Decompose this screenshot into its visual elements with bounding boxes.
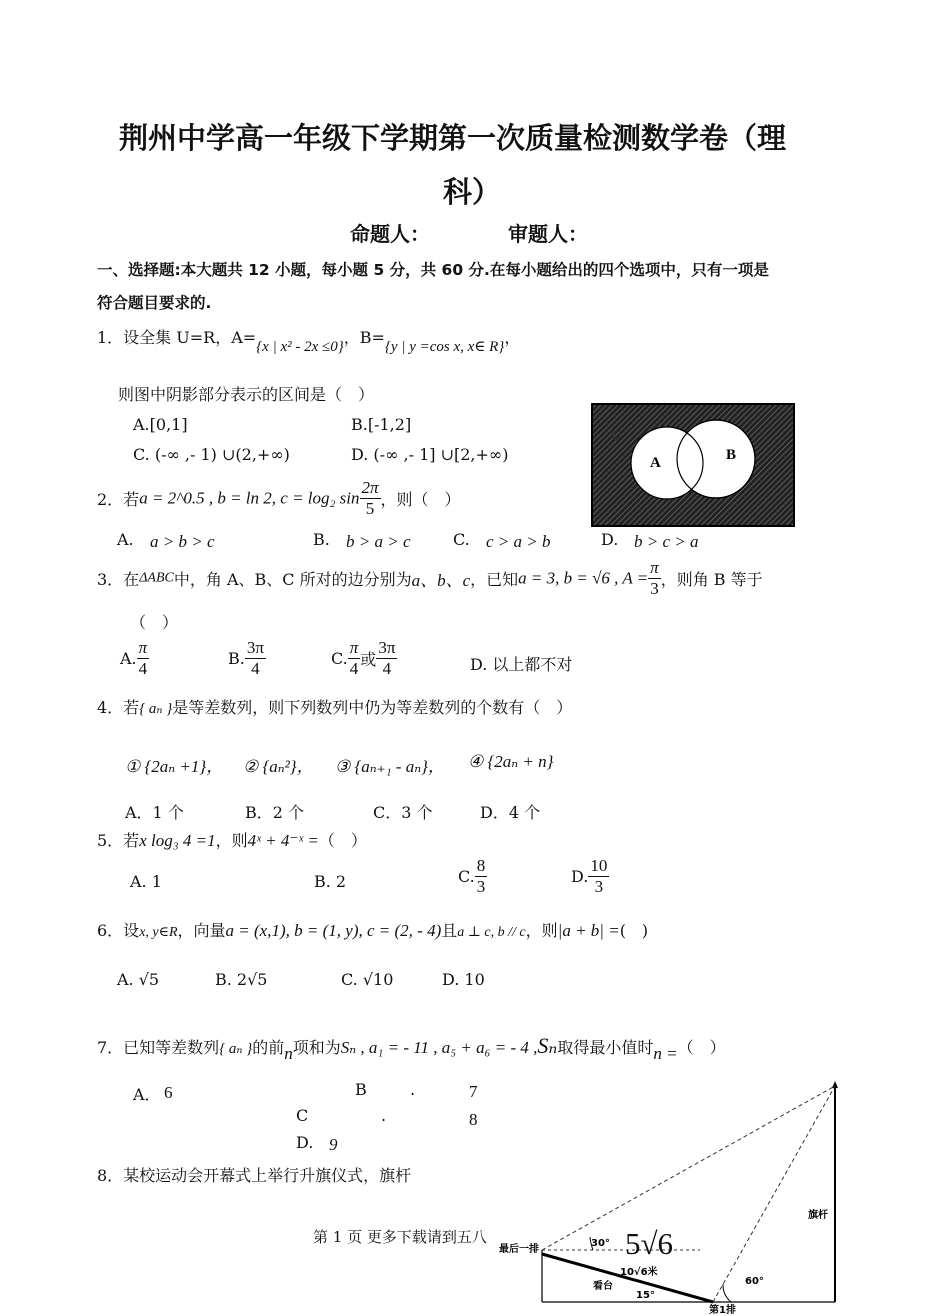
q1-set-b: {y | y =cos x, x∈ R} bbox=[384, 339, 505, 355]
q2-option-a: a > b > c bbox=[150, 532, 215, 551]
label-angle-60: 60° bbox=[745, 1276, 764, 1287]
venn-label-b: B bbox=[726, 447, 737, 463]
q3-option-d: D. 以上都不对 bbox=[470, 655, 573, 674]
q5-option-a: A. 1 bbox=[130, 872, 162, 891]
section-heading-line1: 一、选择题:本大题共 12 小题，每小题 5 分，共 60 分.在每小题给出的四个选项中，只有一项是 bbox=[97, 261, 769, 279]
page-title-line2: 科） bbox=[443, 175, 502, 209]
question-6: 6．设x, y∈R，向量a = (x,1), b = (1, y), c = (2, - 4)且a ⊥ c, b // c，则|a + b| =( ) bbox=[97, 921, 649, 940]
label-pole: 旗杆 bbox=[808, 1210, 828, 1221]
q7-dot-c: . bbox=[381, 1106, 387, 1125]
q7-option-d-label: D. bbox=[296, 1133, 314, 1152]
q5-option-c: C. $\frac{8}{3}$ bbox=[458, 856, 486, 896]
q5-option-d: D. $\frac{10}{3}$ bbox=[571, 856, 608, 896]
q2-option-a-label: A. bbox=[117, 530, 134, 549]
q7-option-c-label: C bbox=[296, 1106, 309, 1125]
q4-item-4: ④ {2aₙ + n} bbox=[468, 752, 554, 771]
q1-stem-a: 1．设全集 U=R，A= bbox=[97, 328, 257, 347]
author-label: 命题人： bbox=[350, 222, 430, 246]
q2-option-c-label: C. bbox=[453, 530, 470, 549]
q5-option-b: B. 2 bbox=[314, 872, 347, 891]
q3-paren: （ ） bbox=[130, 613, 179, 632]
question-4: 4．若{ aₙ }是等差数列，则下列数列中仍为等差数列的个数有（ ） bbox=[97, 698, 573, 717]
q2-stem-a: 2．若 bbox=[97, 490, 140, 509]
q1-set-a: {x | x² - 2x ≤0} bbox=[256, 339, 344, 355]
q4-item-2: ② {aₙ²}， bbox=[243, 757, 314, 776]
venn-label-a: A bbox=[650, 455, 661, 471]
q7-option-a-label: A． bbox=[133, 1085, 161, 1104]
label-last-row: 最后一排 bbox=[499, 1244, 539, 1255]
venn-label-u: U bbox=[611, 429, 622, 444]
q3-option-c: C. $\frac{\pi}{4}$ 或 $\frac{3\pi}{4}$ bbox=[331, 638, 396, 678]
reviewer-label: 审题人： bbox=[508, 222, 588, 246]
q1-stem-b: ，B= bbox=[343, 328, 385, 347]
label-first-row: 第1排 bbox=[709, 1305, 736, 1316]
q8-big-label: 5√6 bbox=[625, 1226, 674, 1261]
q2-option-c: c > a > b bbox=[486, 532, 551, 551]
q4-option-d: D．4 个 bbox=[480, 803, 541, 822]
label-stand: 看台 bbox=[593, 1281, 613, 1292]
page-title-line1: 荆州中学高一年级下学期第一次质量检测数学卷（理 bbox=[119, 121, 787, 155]
q6-option-a: A. √5 bbox=[117, 970, 160, 989]
label-angle-15: 15° bbox=[636, 1290, 655, 1301]
q7-option-d: 9 bbox=[329, 1135, 338, 1154]
q2-stem-b: ，则（ ） bbox=[380, 490, 461, 509]
q7-option-b-label: B bbox=[355, 1080, 367, 1099]
question-3: 3．在ΔABC中，角 A、B、C 所对的边分别为a、b、c，已知a = 3, b = √6 , A = $\frac{\pi}{3}$ ，则角 B 等于 bbox=[97, 558, 763, 598]
label-distance: 10√6米 bbox=[620, 1267, 658, 1278]
question-8: 8．某校运动会开幕式上举行升旗仪式，旗杆 bbox=[97, 1166, 412, 1185]
q4-item-1: ① {2aₙ +1}， bbox=[125, 757, 224, 776]
q3-option-a: A. $\frac{\pi}{4}$ bbox=[120, 638, 148, 678]
q1-option-b: B.[-1,2] bbox=[351, 415, 412, 434]
q2-option-b-label: B. bbox=[313, 530, 330, 549]
q1-stem-c: ， bbox=[504, 328, 521, 347]
q2-option-b: b > a > c bbox=[346, 532, 411, 551]
q4-option-b: B．2 个 bbox=[245, 803, 305, 822]
q4-option-c: C．3 个 bbox=[373, 803, 433, 822]
q7-option-c: 8 bbox=[469, 1110, 478, 1129]
q2-option-d: b > c > a bbox=[634, 532, 699, 551]
q2-fraction: $\frac{2\pi}{5}$ bbox=[361, 478, 379, 518]
q2-option-d-label: D. bbox=[601, 530, 619, 549]
venn-circle-a bbox=[631, 427, 703, 499]
question-7: 7．已知等差数列{ aₙ }的前n项和为Sₙ , a₁ = - 11 , a₅ + a₆ = - 4 ,Sₙ取得最小值时n =（ ） bbox=[97, 1033, 726, 1063]
question-5: 5．若x log₃ 4 =1，则4ˣ + 4⁻ˣ =（ ） bbox=[97, 831, 367, 850]
q1-option-a: A.[0,1] bbox=[133, 415, 188, 434]
q1-option-c: C. (-∞ ,- 1) ∪(2,+∞) bbox=[133, 445, 290, 464]
question-2 bbox=[97, 478, 461, 519]
q1-line2: 则图中阴影部分表示的区间是（ ） bbox=[118, 385, 375, 404]
q6-option-b: B. 2√5 bbox=[215, 970, 268, 989]
q1-option-d: D. (-∞ ,- 1] ∪[2,+∞) bbox=[351, 445, 509, 464]
q2-expr: a = 2^0.5 , b = ln 2, c = log₂ sin bbox=[139, 488, 360, 508]
q7-option-a: 6 bbox=[164, 1083, 173, 1102]
page-footer: 第 1 页 更多下载请到五八 bbox=[313, 1228, 487, 1246]
q7-option-b: 7 bbox=[469, 1082, 478, 1101]
q4-option-a: A．1 个 bbox=[125, 803, 184, 822]
q6-option-c: C. √10 bbox=[341, 970, 394, 989]
sightline-last-row bbox=[542, 1086, 835, 1250]
q7-dot-b: . bbox=[410, 1080, 416, 1099]
label-angle-30: 30° bbox=[591, 1238, 610, 1249]
question-1 bbox=[97, 325, 520, 356]
q4-item-3: ③ {aₙ₊₁ - aₙ}， bbox=[335, 757, 445, 776]
sightline-first-row bbox=[713, 1086, 835, 1302]
venn-diagram bbox=[591, 403, 795, 527]
flagpole-figure bbox=[495, 1080, 845, 1316]
q6-option-d: D. 10 bbox=[442, 970, 485, 989]
q3-option-b: B. $\frac{3\pi}{4}$ bbox=[228, 638, 264, 678]
section-heading-line2: 符合题目要求的. bbox=[97, 294, 212, 312]
